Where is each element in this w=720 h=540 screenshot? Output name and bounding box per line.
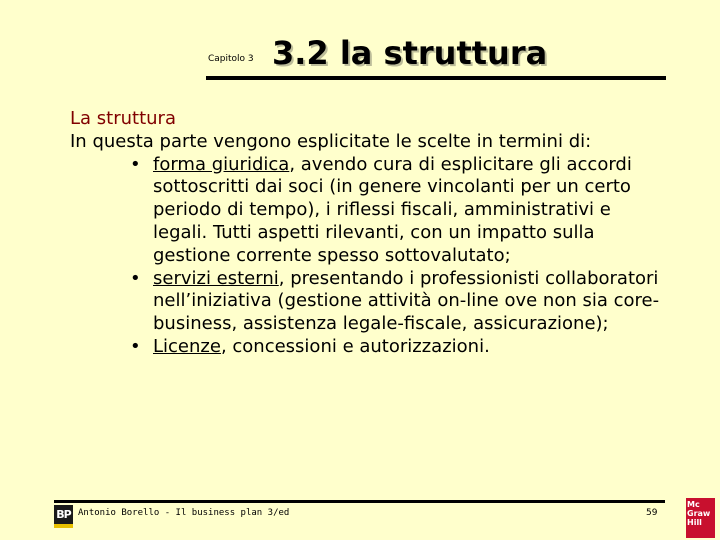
bullet-term: forma giuridica bbox=[153, 153, 290, 175]
bullet-term: Licenze bbox=[153, 335, 221, 357]
list-item bbox=[130, 154, 668, 268]
section-heading: La struttura bbox=[70, 108, 176, 129]
bullet-text: , presentando i professionisti collaboratori nell’iniziativa (gestione attività on-line ove non sia core-business, assistenza legale-fiscale, assicurazione); bbox=[153, 267, 660, 335]
bullet-list bbox=[70, 154, 670, 359]
publisher-logo-line: Hill bbox=[687, 518, 702, 527]
bullet-term: servizi esterni bbox=[153, 267, 279, 289]
bullet-icon: • bbox=[130, 153, 141, 175]
bp-logo-icon: BP bbox=[54, 505, 73, 524]
intro-text: In questa parte vengono esplicitate le scelte in termini di: bbox=[70, 130, 592, 152]
publisher-logo-line: Graw bbox=[687, 509, 711, 518]
page-number: 59 bbox=[646, 508, 658, 518]
list-item bbox=[130, 336, 668, 359]
slide-content bbox=[70, 108, 670, 359]
bullet-text: , avendo cura di esplicitare gli accordi sottoscritti dai soci (in genere vincolanti per un certo periodo di tempo), i riflessi fiscali, amministrativi e legali. Tutti aspetti rilevanti, con un impatto sulla gestione corrente spesso sottovalutato; bbox=[153, 153, 632, 266]
title-divider bbox=[206, 76, 666, 80]
slide-title: 3.2 la struttura bbox=[272, 34, 548, 72]
bullet-text: , concessioni e autorizzazioni. bbox=[220, 335, 490, 357]
footer-text: Antonio Borello - Il business plan 3/ed bbox=[78, 508, 290, 518]
publisher-logo-line: Mc bbox=[687, 500, 700, 509]
chapter-label: Capitolo 3 bbox=[208, 54, 254, 64]
list-item bbox=[130, 268, 668, 336]
publisher-logo-icon bbox=[686, 498, 715, 538]
bullet-icon: • bbox=[130, 267, 141, 289]
footer-divider bbox=[54, 500, 665, 503]
bullet-icon: • bbox=[130, 335, 141, 357]
